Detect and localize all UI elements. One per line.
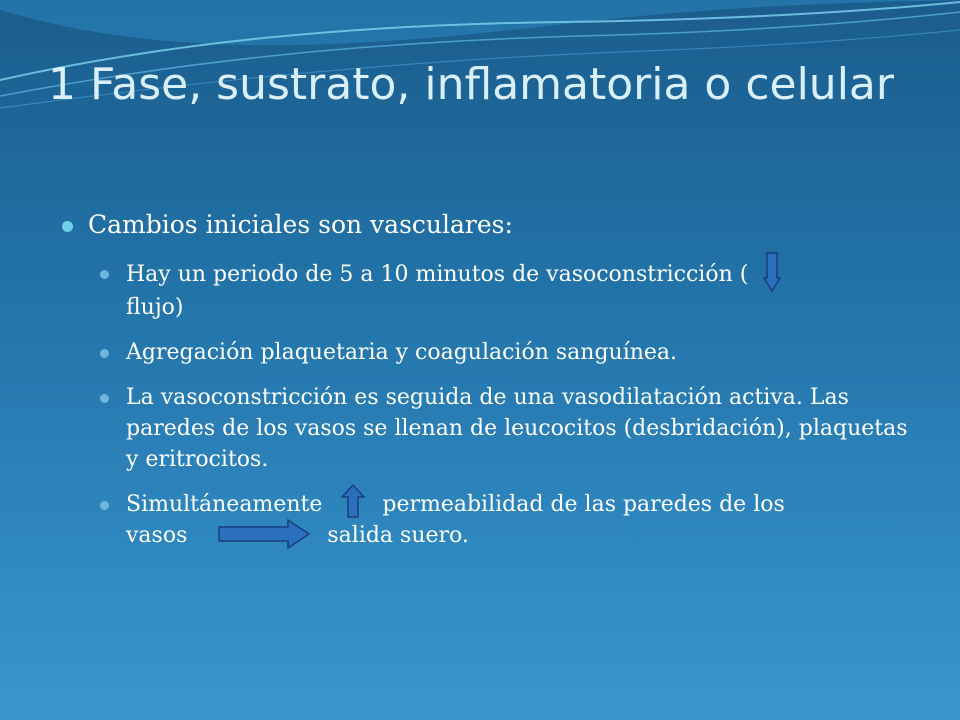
sub-bullet-permeability: [100, 489, 922, 551]
sub-bullet-vasoconstriction: [100, 258, 922, 323]
sub-bullet-aggregation: [100, 337, 922, 368]
sub-bullet-vasodilation: [100, 382, 922, 475]
bullet-list: [62, 208, 922, 565]
bullet-dot: [62, 221, 73, 232]
bullet-main-text: Cambios iniciales son vasculares:: [88, 210, 513, 239]
arrow-right-icon: [218, 519, 310, 549]
sub-bullet-list: [100, 258, 922, 551]
sub-bullet-text: vasos: [126, 523, 188, 548]
sub-bullet-text: flujo): [126, 295, 184, 320]
bullet-dot: [100, 349, 109, 358]
bullet-dot: [100, 270, 109, 279]
sub-bullet-text: Simultáneamente: [126, 492, 323, 517]
bullet-main: [62, 208, 922, 242]
sub-bullet-text: La vasoconstricción es seguida de una vasodilatación activa. Las paredes de los vasos se llenan de leucocitos (desbridación), plaquetas y eritrocitos.: [126, 385, 908, 472]
arrow-up-icon: [341, 484, 365, 518]
bullet-dot: [100, 394, 109, 403]
sub-bullet-text: Hay un periodo de 5 a 10 minutos de vasoconstricción (: [126, 262, 749, 287]
bullet-dot: [100, 501, 109, 510]
sub-bullet-text: permeabilidad de las paredes de los: [382, 492, 785, 517]
arrow-down-icon: [763, 252, 781, 292]
sub-bullet-text: Agregación plaquetaria y coagulación sanguínea.: [126, 340, 678, 365]
sub-bullet-text: salida suero.: [327, 523, 469, 548]
page-title: 1 Fase, sustrato, inflamatoria o celular: [48, 59, 894, 110]
